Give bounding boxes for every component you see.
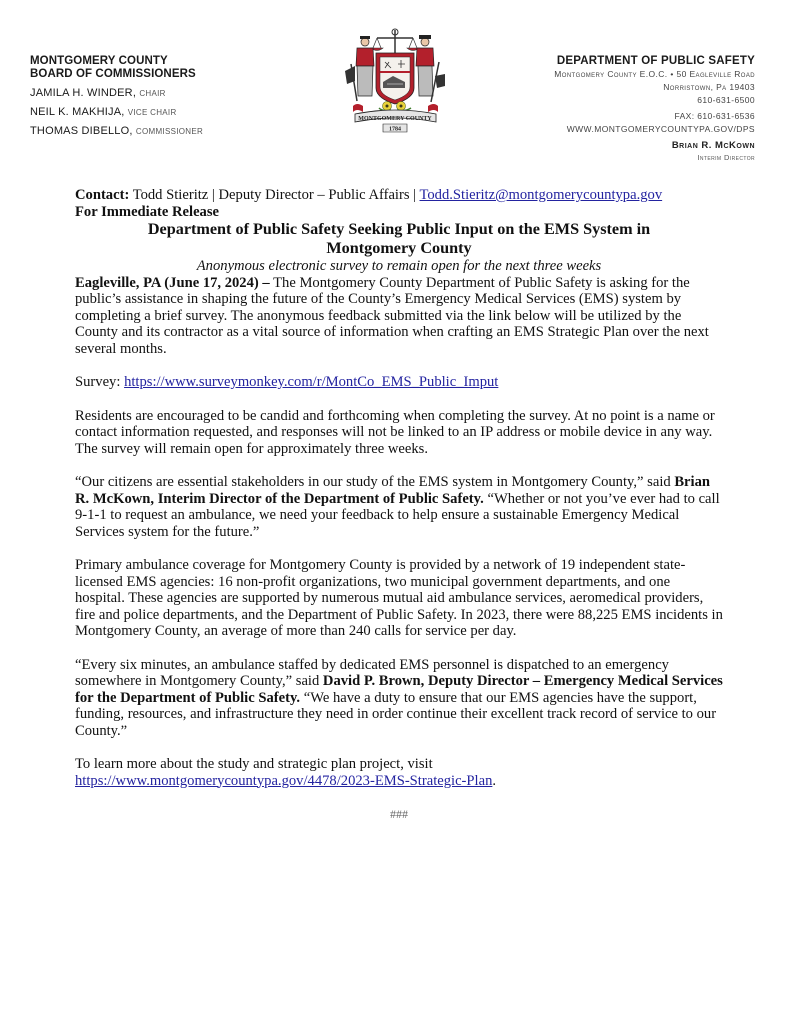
org-name-line2: BOARD OF COMMISSIONERS xyxy=(30,68,196,80)
headline-line1: Department of Public Safety Seeking Public Input on the EMS System in xyxy=(147,220,651,238)
commissioner-role: COMMISSIONER xyxy=(135,127,204,136)
department-website: WWW.MONTGOMERYCOUNTYPA.GOV/DPS xyxy=(566,124,755,134)
commissioner-chair xyxy=(30,87,203,100)
survey-link[interactable]: https://www.surveymonkey.com/r/MontCo_EMS_Public_Imput xyxy=(124,374,499,390)
paragraph-brown-quote xyxy=(75,657,723,740)
paragraph-coverage: Primary ambulance coverage for Montgomery County is provided by a network of 19 independent state-licensed EMS agencies: 16 non-profit organizations, two municipal government departments, and one hospital. These agencies are supported by numerous mutual aid ambulance services, aeromedical providers, fire and police departments, and the Department of Public Safety. In 2023, there were 88,225 EMS incidents in Montgomery County, an average of more than 240 calls for service per day. xyxy=(75,557,723,639)
learn-more-text: To learn more about the study and strategic plan project, visit xyxy=(75,756,433,772)
department-fax: FAX: 610-631-6536 xyxy=(674,111,755,121)
department-name: DEPARTMENT OF PUBLIC SAFETY xyxy=(556,55,755,67)
director-name: Brian R. McKown xyxy=(671,140,755,151)
county-seal-icon xyxy=(343,26,448,136)
commissioner-name: NEIL K. MAKHIJA, xyxy=(30,106,125,118)
quote-part2: “Whether or not you’ve ever had to call 9-1-1 to request an ambulance, we need your feedback to help ensure a sustainable Emergency Medical Services system for the future.” xyxy=(75,490,720,540)
paragraph-intro xyxy=(75,275,723,358)
commissioner-role: CHAIR xyxy=(139,89,166,98)
strategic-plan-link[interactable]: https://www.montgomerycountypa.gov/4478/2023-EMS-Strategic-Plan xyxy=(75,772,493,789)
commissioner-vice-chair xyxy=(30,106,203,119)
quote-speaker: Brian R. McKown, Interim Director of the Department of Public Safety. xyxy=(75,474,710,507)
department-phone: 610-631-6500 xyxy=(697,95,755,105)
intro-text: The Montgomery County Department of Public Safety is asking for the public’s assistance in shaping the future of the County’s Emergency Medical Services (EMS) system by completing a brief survey. The anonymous feedback submitted via the link below will be utilized by the County and its contractor as a vital source of information when crafting an EMS Strategic Plan over the next several months. xyxy=(75,274,709,357)
quote-part1: “Our citizens are essential stakeholders in our study of the EMS system in Montgomery County,” said xyxy=(75,474,675,490)
survey-line xyxy=(75,374,723,391)
paragraph-mckown-quote xyxy=(75,474,723,540)
quote-part2: “We have a duty to ensure that our EMS agencies have the support, funding, resources, and infrastructure they need in order continue their excellent track record of service to our County.” xyxy=(75,689,717,739)
subheadline: Anonymous electronic survey to remain open for the next three weeks xyxy=(196,258,602,274)
commissioner-name: THOMAS DIBELLO, xyxy=(30,125,133,137)
department-address-line1: Montgomery County E.O.C. • 50 Eagleville Road xyxy=(554,69,755,79)
press-release-body xyxy=(75,187,723,823)
director-title: Interim Director xyxy=(697,153,755,162)
paragraph-learn-more xyxy=(75,756,723,789)
board-of-commissioners-block xyxy=(30,55,203,138)
contact-text: Todd Stieritz | Deputy Director – Public Affairs | xyxy=(129,187,420,203)
contact-label: Contact: xyxy=(75,187,130,203)
commissioner-role: VICE CHAIR xyxy=(127,108,177,117)
contact-email-link[interactable]: Todd.Stieritz@montgomerycountypa.gov xyxy=(419,187,663,203)
end-mark: ### xyxy=(390,807,408,821)
seal-banner-text: MONTGOMERY COUNTY xyxy=(358,116,432,122)
paragraph-anonymity: Residents are encouraged to be candid and forthcoming when completing the survey. At no point is a name or contact information requested, and responses will not be linked to an IP address or mobile device in any way. The survey will remain open for approximately three weeks. xyxy=(75,407,715,457)
dateline: Eagleville, PA (June 17, 2024) – xyxy=(75,274,270,291)
survey-label: Survey: xyxy=(75,374,125,390)
period: . xyxy=(492,772,497,789)
department-of-public-safety-block xyxy=(554,55,755,163)
department-address-line2: Norristown, Pa 19403 xyxy=(663,82,755,92)
seal-year: 1784 xyxy=(389,126,401,133)
quote-speaker: David P. Brown, Deputy Director – Emergency Medical Services for the Department of Public Safety. xyxy=(75,673,723,706)
quote-part1: “Every six minutes, an ambulance staffed by dedicated EMS personnel is dispatched to an emergency somewhere in Montgomery County,” said xyxy=(75,656,669,689)
release-notice: For Immediate Release xyxy=(75,203,219,220)
org-name-line1: MONTGOMERY COUNTY xyxy=(30,55,168,67)
commissioner-member xyxy=(30,125,203,138)
contact-line xyxy=(75,187,723,204)
headline xyxy=(75,220,723,258)
headline-line2: Montgomery County xyxy=(326,239,472,257)
commissioner-name: JAMILA H. WINDER, xyxy=(30,87,137,99)
